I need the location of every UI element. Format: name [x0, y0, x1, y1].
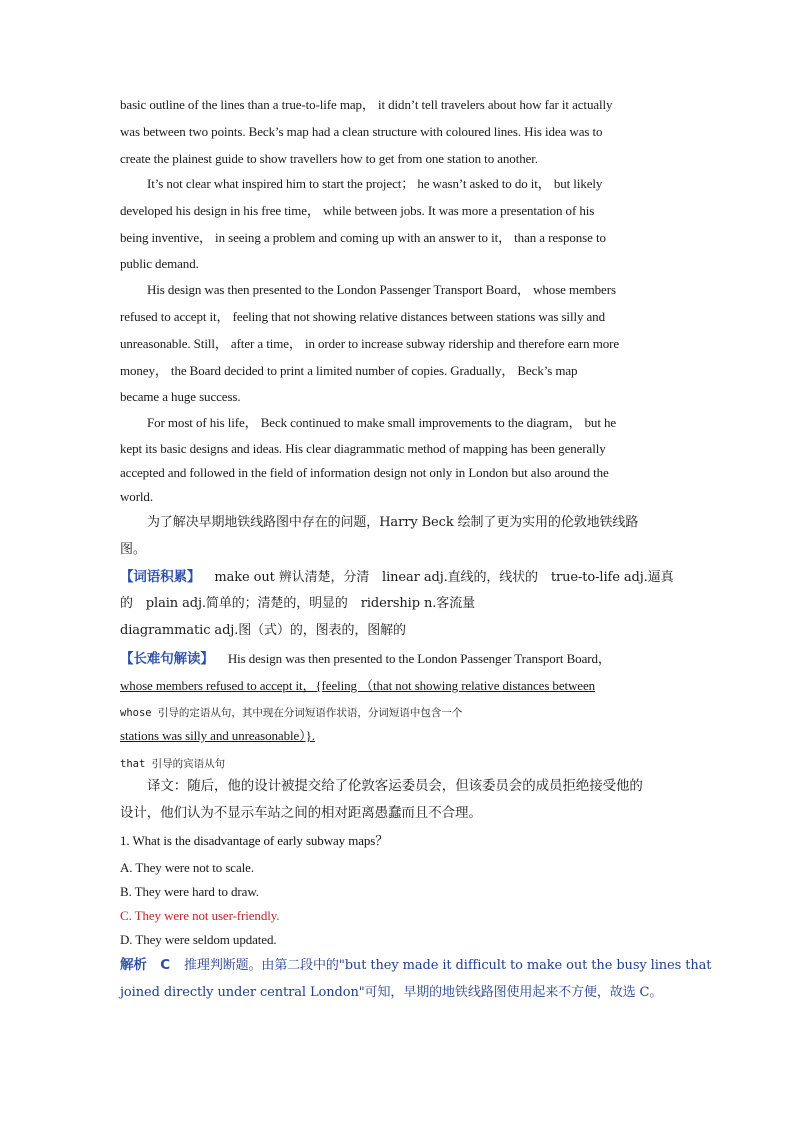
vocab-line: 的 plain adj.简单的；清楚的，明显的 ridership n.客流量: [120, 596, 475, 611]
option-a: A. They were not to scale.: [120, 860, 254, 875]
translation-line: 设计，他们认为不显示车站之间的相对距离愚蠢而且不合理。: [120, 805, 482, 821]
passage-line: money， the Board decided to print a limited number of copies. Gradually， Beck’s map: [120, 363, 578, 378]
vocab-tag: 【词语积累】: [120, 569, 201, 585]
sentence-tag: 【长难句解读】: [120, 651, 214, 667]
passage-line: unreasonable. Still， after a time， in order to increase subway ridership and therefore earn more: [120, 336, 620, 351]
grammar-note: that 引导的宾语从句: [120, 758, 226, 770]
option-c-answer: C. They were not user-friendly.: [120, 908, 280, 923]
grammar-note: whose 引导的定语从句，其中现在分词短语作状语，分词短语中包含一个: [120, 707, 463, 719]
sentence-line: whose members refused to accept it，{feeling （that not showing relative distances between: [120, 678, 596, 693]
summary-line: 图。: [120, 542, 146, 557]
passage-line: became a huge success.: [120, 389, 241, 404]
question-stem: 1. What is the disadvantage of early subway maps？: [120, 833, 389, 848]
passage-line: kept its basic designs and ideas. His clear diagrammatic method of mapping has been generally: [120, 441, 606, 456]
sentence-text: His design was then presented to the London Passenger Transport Board，: [227, 651, 611, 666]
passage-line: world.: [120, 489, 153, 504]
sentence-line: [120, 649, 611, 669]
option-d: D. They were seldom updated.: [120, 932, 277, 947]
passage-line: For most of his life， Beck continued to make small improvements to the diagram， but he: [147, 415, 617, 430]
passage-line: accepted and followed in the field of information design not only in London but also around the: [120, 465, 609, 480]
passage-line: being inventive， in seeing a problem and coming up with an answer to it， than a response to: [120, 230, 606, 245]
passage-line: public demand.: [120, 256, 199, 271]
passage-line: It’s not clear what inspired him to start the project； he wasn’t asked to do it， but likely: [147, 176, 603, 191]
passage-line: basic outline of the lines than a true-to-life map， it didn’t tell travelers about how far it actually: [120, 97, 613, 112]
passage-line: His design was then presented to the London Passenger Transport Board， whose members: [147, 282, 616, 297]
passage-line: create the plainest guide to show travellers how to get from one station to another.: [120, 151, 538, 166]
analysis-text: 推理判断题。由第二段中的"but they made it difficult to make out the busy lines that: [184, 958, 712, 973]
summary-line: 为了解决早期地铁线路图中存在的问题，Harry Beck 绘制了更为实用的伦敦地铁线路: [147, 515, 639, 530]
vocab-line: [120, 567, 674, 588]
analysis-tag: 解析 C: [120, 957, 171, 973]
passage-line: developed his design in his free time， while between jobs. It was more a presentation of his: [120, 203, 595, 218]
analysis-line: [120, 955, 711, 976]
analysis-line: joined directly under central London"可知，早期的地铁线路图使用起来不方便，故选 C。: [120, 985, 663, 1000]
translation-line: 译文：随后，他的设计被提交给了伦敦客运委员会，但该委员会的成员拒绝接受他的: [147, 778, 643, 794]
passage-line: refused to accept it， feeling that not showing relative distances between stations was silly and: [120, 309, 605, 324]
vocab-line: diagrammatic adj.图（式）的，图表的，图解的: [120, 623, 406, 638]
sentence-line: stations was silly and unreasonable）}.: [120, 728, 315, 743]
vocab-text: make out 辨认清楚，分清 linear adj.直线的，线状的 true-to-life adj.逼真: [214, 570, 674, 585]
passage-line: was between two points. Beck’s map had a clean structure with coloured lines. His idea was to: [120, 124, 603, 139]
option-b: B. They were hard to draw.: [120, 884, 259, 899]
